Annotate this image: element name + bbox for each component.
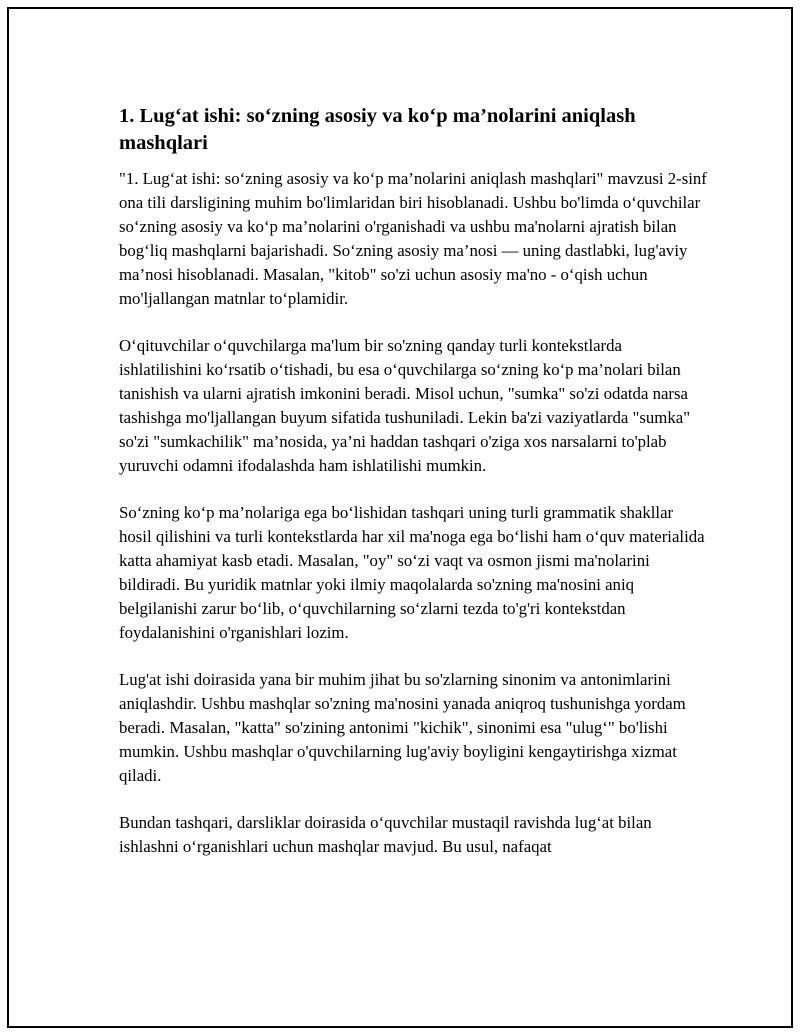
paragraph-3: So‘zning ko‘p ma’nolariga ega bo‘lishidan tashqari uning turli grammatik shakllar hosil qilishini va turli kontekstlarda har xil ma'noga ega bo‘lishi ham o‘quv materialida katta ahamiyat kasb etadi. Masalan, "oy" so‘zi vaqt va osmon jismi ma'nolarini bildiradi. Bu yuridik matnlar yoki ilmiy maqolalarda so'zning ma'nosini aniq belgilanishi zarur bo‘lib, o‘quvchilarning so‘zlarni tezda to'g'ri kontekstdan foydalanishini o'rganishlari lozim. [119,503,705,642]
paragraph-1: "1. Lug‘at ishi: so‘zning asosiy va ko‘p ma’nolarini aniqlash mashqlari" mavzusi 2-sinf ona tili darsligining muhim bo'limlaridan biri hisoblanadi. Ushbu bo'limda o‘quvchilar so‘zning asosiy va ko‘p ma’nolarini o'rganishadi va ushbu ma'nolarni ajratish bilan bog‘liq mashqlarni bajarishadi. So‘zning asosiy ma’nosi — uning dastlabki, lug'aviy ma’nosi hisoblanadi. Masalan, "kitob" so'zi uchun asosiy ma'no - o‘qish uchun mo'ljallangan matnlar to‘plamidir. [119,169,707,308]
paragraph-5: Bundan tashqari, darsliklar doirasida o‘quvchilar mustaqil ravishda lug‘at bilan ishlashni o‘rganishlari uchun mashqlar mavjud. Bu usul, nafaqat [119,813,652,856]
document-body [119,103,709,882]
paragraph-4: Lug'at ishi doirasida yana bir muhim jihat bu so'zlarning sinonim va antonimlarini aniqlashdir. Ushbu mashqlar so'zning ma'nosini yanada aniqroq tushunishga yordam beradi. Masalan, "katta" so'zining antonimi "kichik", sinonimi esa "ulug‘" bo'lishi mumkin. Ushbu mashqlar o'quvchilarning lug'aviy boyligini kengaytirishga xizmat qiladi. [119,670,686,785]
page-frame [7,7,793,1028]
paragraph-2: O‘qituvchilar o‘quvchilarga ma'lum bir so'zning qanday turli kontekstlarda ishlatilishini ko‘rsatib o‘tishadi, bu esa o‘quvchilarga so‘zning ko‘p ma’nolari bilan tanishish va ularni ajratish imkonini beradi. Misol uchun, "sumka" so'zi odatda narsa tashishga mo'ljallangan buyum sifatida tushuniladi. Lekin ba'zi vaziyatlarda "sumka" so'zi "sumkachilik" ma’nosida, ya’ni haddan tashqari o'ziga xos narsalarni to'plab yuruvchi odamni ifodalashda ham ishlatilishi mumkin. [119,336,691,475]
section-heading: 1. Lug‘at ishi: so‘zning asosiy va ko‘p ma’nolarini aniqlash mashqlari [119,105,636,154]
